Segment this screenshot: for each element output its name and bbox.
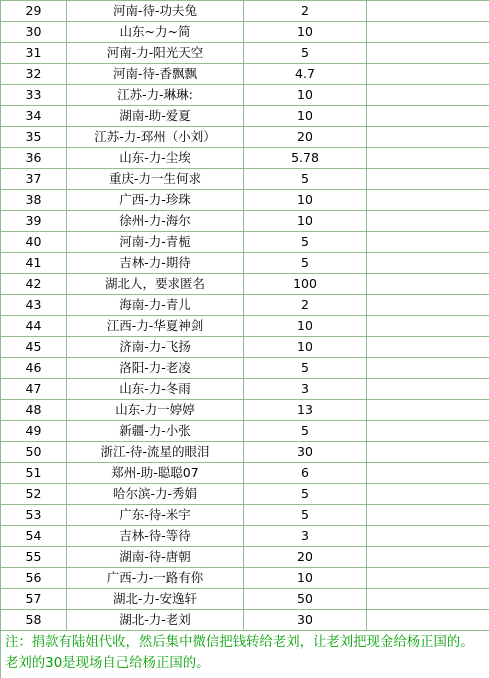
row-number-cell: 53 (1, 505, 67, 526)
donor-name-cell: 湖北-力-安逸轩 (67, 589, 244, 610)
empty-cell (367, 148, 489, 169)
row-number-cell: 46 (1, 358, 67, 379)
donor-name-cell: 济南-力-飞扬 (67, 337, 244, 358)
empty-cell (367, 442, 489, 463)
row-number-cell: 57 (1, 589, 67, 610)
donor-name-cell: 湖南-待-唐朝 (67, 547, 244, 568)
table-row (1, 253, 489, 274)
empty-cell (367, 358, 489, 379)
table-row (1, 211, 489, 232)
empty-cell (367, 568, 489, 589)
table-row (1, 463, 489, 484)
amount-cell: 10 (244, 568, 367, 589)
table-row (1, 484, 489, 505)
donor-name-cell: 江西-力-华夏神剑 (67, 316, 244, 337)
row-number-cell: 48 (1, 400, 67, 421)
donor-name-cell: 吉林-待-等待 (67, 526, 244, 547)
row-number-cell: 32 (1, 64, 67, 85)
table-row (1, 43, 489, 64)
donor-name-cell: 洛阳-力-老凌 (67, 358, 244, 379)
donor-name-cell: 河南-力-阳光天空 (67, 43, 244, 64)
amount-cell: 4.7 (244, 64, 367, 85)
table-row (1, 127, 489, 148)
table-row (1, 505, 489, 526)
row-number-cell: 37 (1, 169, 67, 190)
donor-name-cell: 海南-力-青儿 (67, 295, 244, 316)
table-row (1, 400, 489, 421)
row-number-cell: 45 (1, 337, 67, 358)
donor-name-cell: 河南-待-香飘飘 (67, 64, 244, 85)
table-row (1, 379, 489, 400)
amount-cell: 2 (244, 1, 367, 22)
empty-cell (367, 421, 489, 442)
empty-cell (367, 295, 489, 316)
amount-cell: 10 (244, 22, 367, 43)
row-number-cell: 33 (1, 85, 67, 106)
row-number-cell: 29 (1, 1, 67, 22)
table-row (1, 148, 489, 169)
donor-name-cell: 郑州-助-聪聪07 (67, 463, 244, 484)
row-number-cell: 31 (1, 43, 67, 64)
donor-name-cell: 山东-力一婷婷 (67, 400, 244, 421)
table-row (1, 568, 489, 589)
row-number-cell: 34 (1, 106, 67, 127)
donor-name-cell: 广东-待-米宇 (67, 505, 244, 526)
row-number-cell: 55 (1, 547, 67, 568)
table-row (1, 589, 489, 610)
table-row (1, 232, 489, 253)
amount-cell: 13 (244, 400, 367, 421)
donor-name-cell: 浙江-待-流星的眼泪 (67, 442, 244, 463)
amount-cell: 2 (244, 295, 367, 316)
amount-cell: 10 (244, 106, 367, 127)
table-row (1, 190, 489, 211)
donor-name-cell: 哈尔滨-力-秀娟 (67, 484, 244, 505)
row-number-cell: 30 (1, 22, 67, 43)
amount-cell: 10 (244, 337, 367, 358)
empty-cell (367, 64, 489, 85)
row-number-cell: 51 (1, 463, 67, 484)
row-number-cell: 58 (1, 610, 67, 631)
row-number-cell: 35 (1, 127, 67, 148)
empty-cell (367, 505, 489, 526)
empty-cell (367, 337, 489, 358)
amount-cell: 3 (244, 526, 367, 547)
amount-cell: 10 (244, 85, 367, 106)
amount-cell: 50 (244, 589, 367, 610)
donor-name-cell: 山东-力-尘埃 (67, 148, 244, 169)
donor-name-cell: 广西-力-珍珠 (67, 190, 244, 211)
table-row (1, 547, 489, 568)
row-number-cell: 40 (1, 232, 67, 253)
amount-cell: 10 (244, 190, 367, 211)
donor-name-cell: 河南-待-功夫兔 (67, 1, 244, 22)
donor-name-cell: 湖北人，要求匿名 (67, 274, 244, 295)
amount-cell: 30 (244, 610, 367, 631)
table-row (1, 316, 489, 337)
row-number-cell: 56 (1, 568, 67, 589)
empty-cell (367, 22, 489, 43)
empty-cell (367, 400, 489, 421)
amount-cell: 5 (244, 169, 367, 190)
row-number-cell: 47 (1, 379, 67, 400)
donor-name-cell: 湖北-力-老刘 (67, 610, 244, 631)
amount-cell: 100 (244, 274, 367, 295)
donor-name-cell: 山东~力~简 (67, 22, 244, 43)
donor-name-cell: 广西-力-一路有你 (67, 568, 244, 589)
row-number-cell: 54 (1, 526, 67, 547)
amount-cell: 5 (244, 358, 367, 379)
table-row (1, 421, 489, 442)
table-row (1, 106, 489, 127)
amount-cell: 5 (244, 484, 367, 505)
row-number-cell: 52 (1, 484, 67, 505)
empty-cell (367, 589, 489, 610)
amount-cell: 5 (244, 253, 367, 274)
amount-cell: 6 (244, 463, 367, 484)
donor-name-cell: 江苏-力-邳州（小刘） (67, 127, 244, 148)
donor-name-cell: 湖南-助-爱夏 (67, 106, 244, 127)
donor-name-cell: 河南-力-青栀 (67, 232, 244, 253)
table-row (1, 169, 489, 190)
amount-cell: 10 (244, 211, 367, 232)
empty-cell (367, 211, 489, 232)
amount-cell: 3 (244, 379, 367, 400)
table-row (1, 64, 489, 85)
table-row (1, 274, 489, 295)
amount-cell: 10 (244, 316, 367, 337)
amount-cell: 30 (244, 442, 367, 463)
row-number-cell: 44 (1, 316, 67, 337)
empty-cell (367, 484, 489, 505)
donor-name-cell: 吉林-力-期待 (67, 253, 244, 274)
donor-name-cell: 徐州-力-海尔 (67, 211, 244, 232)
donation-table-body (1, 1, 489, 631)
table-row (1, 1, 489, 22)
amount-cell: 5.78 (244, 148, 367, 169)
amount-cell: 5 (244, 421, 367, 442)
empty-cell (367, 610, 489, 631)
row-number-cell: 39 (1, 211, 67, 232)
empty-cell (367, 43, 489, 64)
table-row (1, 337, 489, 358)
empty-cell (367, 106, 489, 127)
empty-cell (367, 274, 489, 295)
amount-cell: 5 (244, 232, 367, 253)
empty-cell (367, 190, 489, 211)
donor-name-cell: 重庆-力一生何求 (67, 169, 244, 190)
row-number-cell: 43 (1, 295, 67, 316)
empty-cell (367, 127, 489, 148)
empty-cell (367, 232, 489, 253)
empty-cell (367, 169, 489, 190)
empty-cell (367, 85, 489, 106)
table-row (1, 22, 489, 43)
empty-cell (367, 379, 489, 400)
footnote: 注：捐款有陆姐代收，然后集中微信把钱转给老刘，让老刘把现金给杨正国的。老刘的30是现场自己给杨正国的。 (0, 629, 488, 678)
amount-cell: 5 (244, 43, 367, 64)
donor-name-cell: 江苏-力-琳琳: (67, 85, 244, 106)
row-number-cell: 42 (1, 274, 67, 295)
table-row (1, 358, 489, 379)
amount-cell: 20 (244, 127, 367, 148)
row-number-cell: 50 (1, 442, 67, 463)
amount-cell: 20 (244, 547, 367, 568)
empty-cell (367, 253, 489, 274)
empty-cell (367, 526, 489, 547)
table-row (1, 442, 489, 463)
table-row (1, 610, 489, 631)
empty-cell (367, 463, 489, 484)
row-number-cell: 36 (1, 148, 67, 169)
donor-name-cell: 新疆-力-小张 (67, 421, 244, 442)
table-row (1, 526, 489, 547)
table-row (1, 295, 489, 316)
row-number-cell: 38 (1, 190, 67, 211)
table-row (1, 85, 489, 106)
empty-cell (367, 547, 489, 568)
empty-cell (367, 1, 489, 22)
row-number-cell: 49 (1, 421, 67, 442)
empty-cell (367, 316, 489, 337)
donor-name-cell: 山东-力-冬雨 (67, 379, 244, 400)
amount-cell: 5 (244, 505, 367, 526)
row-number-cell: 41 (1, 253, 67, 274)
